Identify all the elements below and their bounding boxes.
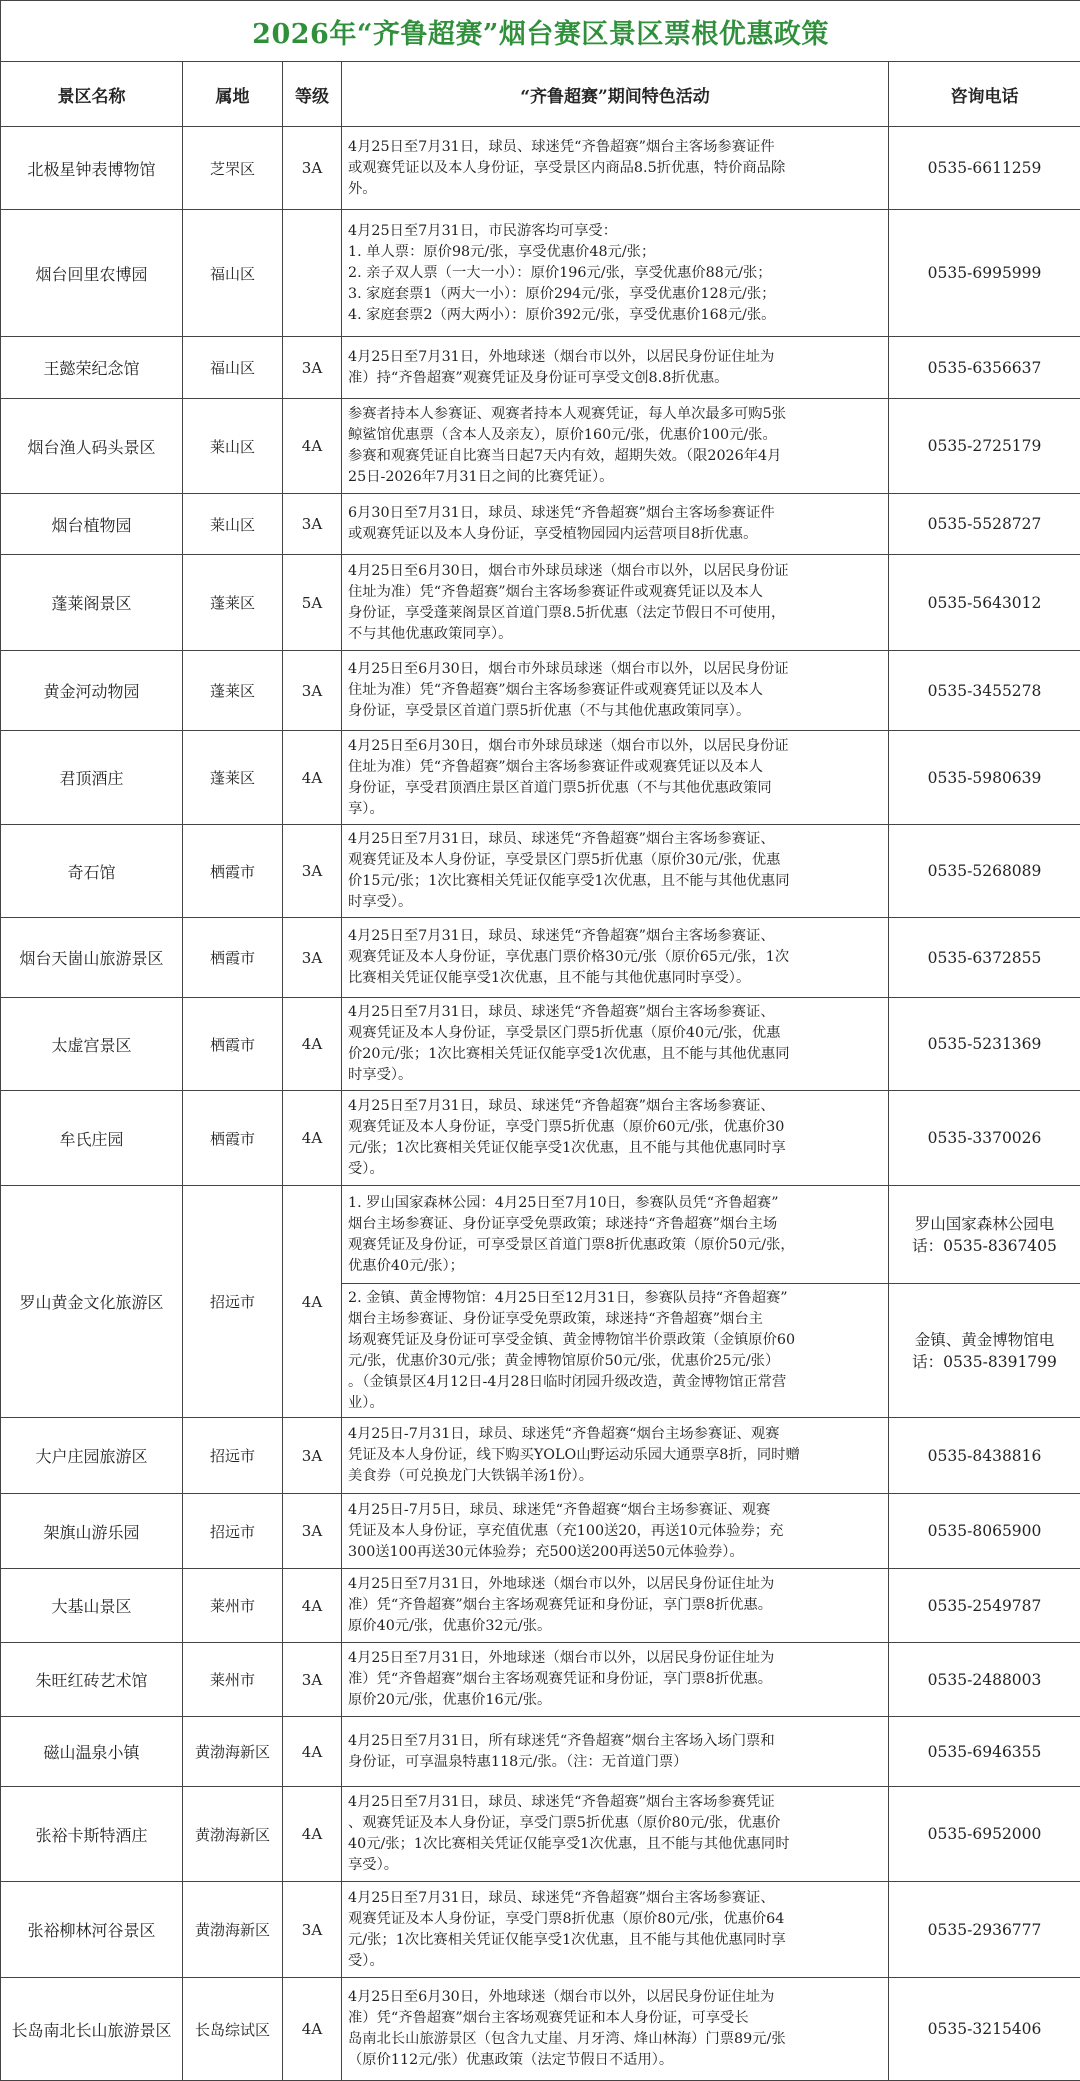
activity-line: 凭证及本人身份证，线下购买YOLO山野运动乐园大通票享8折，同时赠: [348, 1445, 884, 1466]
scenic-name: 罗山黄金文化旅游区: [1, 1186, 183, 1418]
phone-line: 金镇、黄金博物馆电: [895, 1329, 1074, 1351]
phone: 0535-3215406: [889, 1978, 1080, 2081]
activity-line: 、观赛凭证及本人身份证，享受门票5折优惠（原价80元/张，优惠价: [348, 1813, 884, 1834]
phone: 0535-2549787: [889, 1569, 1080, 1643]
phone: 0535-2936777: [889, 1882, 1080, 1978]
activity-line: 4月25日至7月31日，球员、球迷凭“齐鲁超赛”烟台主客场参赛证件: [348, 137, 884, 158]
phone: 0535-3370026: [889, 1091, 1080, 1186]
district: 黄渤海新区: [183, 1787, 283, 1882]
activity-line: 4月25日至7月31日，球员、球迷凭“齐鲁超赛”烟台主客场参赛证、: [348, 829, 884, 850]
scenic-name: 烟台回里农博园: [1, 210, 183, 337]
activity-line: 或观赛凭证以及本人身份证，享受景区内商品8.5折优惠，特价商品除: [348, 158, 884, 179]
activity-line: 40元/张；1次比赛相关凭证仅能享受1次优惠，且不能与其他优惠同时: [348, 1834, 884, 1855]
phone: 0535-6611259: [889, 127, 1080, 210]
scenic-name: 磁山温泉小镇: [1, 1717, 183, 1787]
grade: 3A: [283, 918, 342, 998]
district: 蓬莱区: [183, 731, 283, 825]
activity-line: 3. 家庭套票1（两大一小）：原价294元/张，享受优惠价128元/张；: [348, 284, 884, 305]
table-row: [1, 1569, 1080, 1643]
activity: [342, 399, 889, 494]
activity-line: 25日-2026年7月31日之间的比赛凭证）。: [348, 467, 884, 488]
district: 福山区: [183, 210, 283, 337]
activity: [342, 1494, 889, 1569]
activity-line: 。（金镇景区4月12日-4月28日临时闭园升级改造，黄金博物馆正常营: [348, 1372, 884, 1393]
scenic-name: 蓬莱阁景区: [1, 555, 183, 651]
activity-line: 价20元/张；1次比赛相关凭证仅能享受1次优惠，且不能与其他优惠同: [348, 1044, 884, 1065]
activity: [342, 1717, 889, 1787]
activity-line: 准）持“齐鲁超赛”观赛凭证及身份证可享受文创8.8折优惠。: [348, 368, 884, 389]
activity-line: 原价40元/张，优惠价32元/张。: [348, 1616, 884, 1637]
table-row: [1, 494, 1080, 555]
phone: 0535-5231369: [889, 998, 1080, 1091]
district: 黄渤海新区: [183, 1882, 283, 1978]
activity-line: 时享受）。: [348, 892, 884, 913]
grade: [283, 210, 342, 337]
activity-line: 1. 单人票：原价98元/张，享受优惠价48元/张；: [348, 242, 884, 263]
grade: 4A: [283, 731, 342, 825]
header-district: 属地: [183, 62, 283, 127]
activity: [342, 1882, 889, 1978]
activity-line: 价15元/张；1次比赛相关凭证仅能享受1次优惠，且不能与其他优惠同: [348, 871, 884, 892]
grade: 4A: [283, 1787, 342, 1882]
table-body: [1, 127, 1080, 2081]
activity-line: 准）凭“齐鲁超赛”烟台主客场观赛凭证和身份证，享门票8折优惠。: [348, 1669, 884, 1690]
grade: 3A: [283, 825, 342, 918]
activity-line: （原价112元/张）优惠政策（法定节假日不适用）。: [348, 2050, 884, 2071]
table-row: [1, 1882, 1080, 1978]
grade: 4A: [283, 1186, 342, 1418]
header-activity: “齐鲁超赛”期间特色活动: [342, 62, 889, 127]
grade: 4A: [283, 1978, 342, 2081]
activity: [342, 337, 889, 399]
table-row: [1, 337, 1080, 399]
district: 莱山区: [183, 494, 283, 555]
district: 芝罘区: [183, 127, 283, 210]
activity-line: 元/张；1次比赛相关凭证仅能享受1次优惠，且不能与其他优惠同时享: [348, 1930, 884, 1951]
table-row: [1, 1978, 1080, 2081]
scenic-name: 烟台渔人码头景区: [1, 399, 183, 494]
grade: 4A: [283, 998, 342, 1091]
district: 栖霞市: [183, 998, 283, 1091]
scenic-name: 北极星钟表博物馆: [1, 127, 183, 210]
activity-line: 享）。: [348, 799, 884, 820]
header-row: [1, 62, 1080, 127]
activity-line: 身份证，可享温泉特惠118元/张。（注：无首道门票）: [348, 1752, 884, 1773]
activity: [342, 1418, 889, 1494]
grade: 3A: [283, 1882, 342, 1978]
activity-line: 4月25日-7月5日，球员、球迷凭“齐鲁超赛“烟台主场参赛证、观赛: [348, 1500, 884, 1521]
phone: 0535-5643012: [889, 555, 1080, 651]
phone-line: 话：0535-8367405: [895, 1235, 1074, 1257]
activity: [342, 1186, 889, 1284]
table-row: [1, 399, 1080, 494]
activity-line: 观赛凭证及本人身份证，享受景区门票5折优惠（原价40元/张，优惠: [348, 1023, 884, 1044]
district: 蓬莱区: [183, 555, 283, 651]
table-row: [1, 1643, 1080, 1717]
activity-line: 身份证，享受景区首道门票5折优惠（不与其他优惠政策同享）。: [348, 701, 884, 722]
activity: [342, 127, 889, 210]
table-row: [1, 1787, 1080, 1882]
activity-line: 4月25日至7月31日，市民游客均可享受：: [348, 221, 884, 242]
activity-line: 4月25日至7月31日，球员、球迷凭“齐鲁超赛”烟台主客场参赛凭证: [348, 1792, 884, 1813]
activity-line: 受）。: [348, 1951, 884, 1972]
activity: [342, 918, 889, 998]
district: 莱州市: [183, 1643, 283, 1717]
grade: 3A: [283, 1494, 342, 1569]
activity-line: 住址为准）凭“齐鲁超赛”烟台主客场参赛证件或观赛凭证以及本人: [348, 582, 884, 603]
activity-line: 参赛和观赛凭证自比赛当日起7天内有效，超期失效。（限2026年4月: [348, 446, 884, 467]
activity: [342, 1787, 889, 1882]
activity-line: 4. 家庭套票2（两大两小）：原价392元/张，享受优惠价168元/张。: [348, 305, 884, 326]
activity-line: 受）。: [348, 1159, 884, 1180]
activity-line: 300送100再送30元体验券；充500送200再送50元体验券）。: [348, 1542, 884, 1563]
activity-line: 观赛凭证及本人身份证，享优惠门票价格30元/张（原价65元/张，1次: [348, 947, 884, 968]
activity: [342, 1284, 889, 1418]
grade: 3A: [283, 127, 342, 210]
phone: 0535-3455278: [889, 651, 1080, 731]
activity-line: 4月25日至7月31日，球员、球迷凭“齐鲁超赛”烟台主客场参赛证、: [348, 1002, 884, 1023]
grade: 3A: [283, 651, 342, 731]
scenic-name: 太虚宫景区: [1, 998, 183, 1091]
district: 莱山区: [183, 399, 283, 494]
table-row: [1, 825, 1080, 918]
activity: [342, 494, 889, 555]
activity-line: 优惠价40元/张）；: [348, 1256, 884, 1277]
activity: [342, 825, 889, 918]
activity-line: 元/张；1次比赛相关凭证仅能享受1次优惠，且不能与其他优惠同时享: [348, 1138, 884, 1159]
activity-line: 比赛相关凭证仅能享受1次优惠，且不能与其他优惠同时享受）。: [348, 968, 884, 989]
district: 招远市: [183, 1418, 283, 1494]
activity-line: 4月25日至6月30日，烟台市外球员球迷（烟台市以外，以居民身份证: [348, 736, 884, 757]
grade: 4A: [283, 1717, 342, 1787]
table-row: [1, 1418, 1080, 1494]
scenic-name: 奇石馆: [1, 825, 183, 918]
district: 栖霞市: [183, 1091, 283, 1186]
activity-line: 4月25日至7月31日，外地球迷（烟台市以外，以居民身份证住址为: [348, 1574, 884, 1595]
activity-line: 元/张，优惠价30元/张；黄金博物馆原价50元/张，优惠价25元/张）: [348, 1351, 884, 1372]
activity-line: 不与其他优惠政策同享）。: [348, 624, 884, 645]
activity: [342, 1643, 889, 1717]
activity-line: 业）。: [348, 1393, 884, 1414]
table-row: [1, 651, 1080, 731]
grade: 5A: [283, 555, 342, 651]
activity-line: 4月25日至7月31日，外地球迷（烟台市以外，以居民身份证住址为: [348, 347, 884, 368]
phone: 0535-6946355: [889, 1717, 1080, 1787]
activity-line: 4月25日至6月30日，外地球迷（烟台市以外，以居民身份证住址为: [348, 1987, 884, 2008]
activity-line: 6月30日至7月31日，球员、球迷凭“齐鲁超赛”烟台主客场参赛证件: [348, 503, 884, 524]
activity-line: 时享受）。: [348, 1065, 884, 1086]
phone: 0535-5980639: [889, 731, 1080, 825]
activity-line: 2. 金镇、黄金博物馆：4月25日至12月31日，参赛队员持“齐鲁超赛”: [348, 1288, 884, 1309]
grade: 3A: [283, 494, 342, 555]
activity-line: 4月25日至7月31日，球员、球迷凭“齐鲁超赛”烟台主客场参赛证、: [348, 1096, 884, 1117]
activity-line: 4月25日至7月31日，所有球迷凭“齐鲁超赛”烟台主客场入场门票和: [348, 1731, 884, 1752]
activity-line: 4月25日至7月31日，球员、球迷凭“齐鲁超赛”烟台主客场参赛证、: [348, 1888, 884, 1909]
activity-line: 或观赛凭证以及本人身份证，享受植物园园内运营项目8折优惠。: [348, 524, 884, 545]
table-row: [1, 731, 1080, 825]
activity-line: 准）凭“齐鲁超赛”烟台主客场观赛凭证和本人身份证，可享受长: [348, 2008, 884, 2029]
activity-line: 4月25日至7月31日，球员、球迷凭“齐鲁超赛”烟台主客场参赛证、: [348, 926, 884, 947]
scenic-name: 张裕柳林河谷景区: [1, 1882, 183, 1978]
table-row: [1, 127, 1080, 210]
phone: 0535-2725179: [889, 399, 1080, 494]
scenic-name: 大基山景区: [1, 1569, 183, 1643]
table-row: [1, 1494, 1080, 1569]
scenic-name: 烟台植物园: [1, 494, 183, 555]
activity-line: 住址为准）凭“齐鲁超赛”烟台主客场参赛证件或观赛凭证以及本人: [348, 757, 884, 778]
activity-line: 美食券（可兑换龙门大铁锅羊汤1份）。: [348, 1466, 884, 1487]
activity-line: 岛南北长山旅游景区（包含九丈崖、月牙湾、烽山林海）门票89元/张: [348, 2029, 884, 2050]
activity-line: 4月25日至6月30日，烟台市外球员球迷（烟台市以外，以居民身份证: [348, 561, 884, 582]
scenic-name: 黄金河动物园: [1, 651, 183, 731]
grade: 4A: [283, 1569, 342, 1643]
phone: 0535-5268089: [889, 825, 1080, 918]
activity-line: 4月25日至7月31日，外地球迷（烟台市以外，以居民身份证住址为: [348, 1648, 884, 1669]
grade: 3A: [283, 1418, 342, 1494]
activity: [342, 731, 889, 825]
title-row: [1, 1, 1080, 62]
district: 福山区: [183, 337, 283, 399]
phone: 0535-5528727: [889, 494, 1080, 555]
activity: [342, 1569, 889, 1643]
district: 栖霞市: [183, 825, 283, 918]
district: 栖霞市: [183, 918, 283, 998]
activity: [342, 1091, 889, 1186]
activity-line: 准）凭“齐鲁超赛”烟台主客场观赛凭证和身份证，享门票8折优惠。: [348, 1595, 884, 1616]
activity-line: 烟台主场参赛证、身份证享受免票政策；球迷持“齐鲁超赛”烟台主场: [348, 1214, 884, 1235]
activity: [342, 998, 889, 1091]
scenic-name: 大户庄园旅游区: [1, 1418, 183, 1494]
activity-line: 原价20元/张，优惠价16元/张。: [348, 1690, 884, 1711]
activity-line: 住址为准）凭“齐鲁超赛”烟台主客场参赛证件或观赛凭证以及本人: [348, 680, 884, 701]
phone: 0535-8438816: [889, 1418, 1080, 1494]
activity-line: 1. 罗山国家森林公园：4月25日至7月10日，参赛队员凭“齐鲁超赛”: [348, 1193, 884, 1214]
activity-line: 享受）。: [348, 1855, 884, 1876]
scenic-name: 架旗山游乐园: [1, 1494, 183, 1569]
scenic-name: 长岛南北长山旅游景区: [1, 1978, 183, 2081]
district: 莱州市: [183, 1569, 283, 1643]
activity-line: 观赛凭证及本人身份证，享受景区门票5折优惠（原价30元/张，优惠: [348, 850, 884, 871]
phone: 0535-6952000: [889, 1787, 1080, 1882]
table-row: [1, 210, 1080, 337]
activity: [342, 555, 889, 651]
phone-line: 话：0535-8391799: [895, 1351, 1074, 1373]
phone: 0535-6372855: [889, 918, 1080, 998]
grade: 3A: [283, 337, 342, 399]
phone: 0535-8065900: [889, 1494, 1080, 1569]
phone: 0535-6356637: [889, 337, 1080, 399]
activity-line: 场观赛凭证及身份证可享受金镇、黄金博物馆半价票政策（金镇原价60: [348, 1330, 884, 1351]
phone: [889, 1284, 1080, 1418]
activity: [342, 651, 889, 731]
activity-line: 凭证及本人身份证，享充值优惠（充100送20，再送10元体验券；充: [348, 1521, 884, 1542]
phone: 0535-6995999: [889, 210, 1080, 337]
table-row: [1, 1186, 1080, 1284]
activity-line: 4月25日-7月31日，球员、球迷凭“齐鲁超赛“烟台主场参赛证、观赛: [348, 1424, 884, 1445]
table-row: [1, 918, 1080, 998]
phone-line: 罗山国家森林公园电: [895, 1213, 1074, 1235]
header-phone: 咨询电话: [889, 62, 1080, 127]
page-title: 2026年“齐鲁超赛”烟台赛区景区票根优惠政策: [1, 1, 1080, 62]
grade: 3A: [283, 1643, 342, 1717]
activity: [342, 1978, 889, 2081]
activity-line: 鲸鲨馆优惠票（含本人及亲友），原价160元/张，优惠价100元/张。: [348, 425, 884, 446]
activity-line: 观赛凭证及身份证，可享受景区首道门票8折优惠政策（原价50元/张，: [348, 1235, 884, 1256]
scenic-name: 朱旺红砖艺术馆: [1, 1643, 183, 1717]
activity-line: 参赛者持本人参赛证、观赛者持本人观赛凭证，每人单次最多可购5张: [348, 404, 884, 425]
activity-line: 身份证，享受君顶酒庄景区首道门票5折优惠（不与其他优惠政策同: [348, 778, 884, 799]
district: 长岛综试区: [183, 1978, 283, 2081]
activity-line: 外。: [348, 179, 884, 200]
activity-line: 烟台主场参赛证、身份证享受免票政策，球迷持“齐鲁超赛”烟台主: [348, 1309, 884, 1330]
district: 蓬莱区: [183, 651, 283, 731]
activity-line: 4月25日至6月30日，烟台市外球员球迷（烟台市以外，以居民身份证: [348, 659, 884, 680]
scenic-name: 烟台天崮山旅游景区: [1, 918, 183, 998]
grade: 4A: [283, 399, 342, 494]
district: 黄渤海新区: [183, 1717, 283, 1787]
activity-line: 2. 亲子双人票（一大一小）：原价196元/张，享受优惠价88元/张；: [348, 263, 884, 284]
activity-line: 身份证，享受蓬莱阁景区首道门票8.5折优惠（法定节假日不可使用，: [348, 603, 884, 624]
phone: 0535-2488003: [889, 1643, 1080, 1717]
header-name: 景区名称: [1, 62, 183, 127]
table-row: [1, 1717, 1080, 1787]
scenic-name: 张裕卡斯特酒庄: [1, 1787, 183, 1882]
scenic-name: 王懿荣纪念馆: [1, 337, 183, 399]
grade: 4A: [283, 1091, 342, 1186]
table-row: [1, 555, 1080, 651]
scenic-name: 君顶酒庄: [1, 731, 183, 825]
phone: [889, 1186, 1080, 1284]
scenic-name: 牟氏庄园: [1, 1091, 183, 1186]
activity: [342, 210, 889, 337]
table-row: [1, 998, 1080, 1091]
header-grade: 等级: [283, 62, 342, 127]
activity-line: 观赛凭证及本人身份证，享受门票8折优惠（原价80元/张，优惠价64: [348, 1909, 884, 1930]
district: 招远市: [183, 1186, 283, 1418]
district: 招远市: [183, 1494, 283, 1569]
table-row: [1, 1091, 1080, 1186]
activity-line: 观赛凭证及本人身份证，享受门票5折优惠（原价60元/张，优惠价30: [348, 1117, 884, 1138]
